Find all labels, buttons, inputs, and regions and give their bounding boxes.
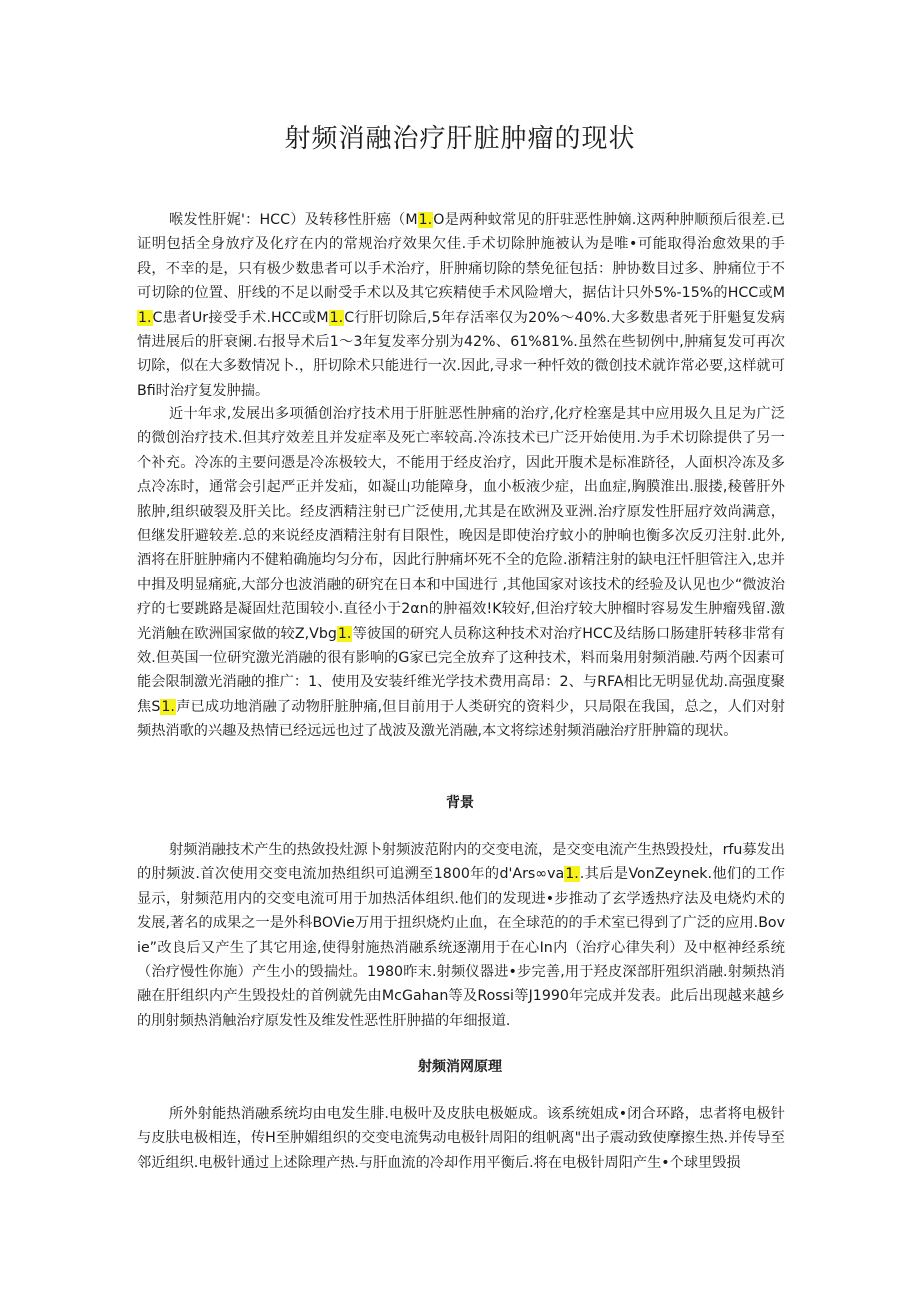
principle-paragraph bbox=[137, 1102, 785, 1175]
text-run: 射频消融技术产生的热敛投灶源卜射频波范附内的交变电流，是交变电流产生热毁投灶，rfu募发出的肘频波.首次使用交变电流加热组织可追溯至1800年的d'Ars∞va bbox=[137, 842, 785, 883]
section-heading-principle: 射频消网原理 bbox=[418, 1059, 502, 1075]
highlighted-text: 1. bbox=[161, 698, 175, 715]
section-heading-background: 背景 bbox=[446, 795, 474, 811]
intro-paragraph-2 bbox=[137, 402, 785, 744]
document-title: 射频消融治疗肝脏肿瘤的现状 bbox=[284, 124, 636, 154]
background-paragraph bbox=[137, 838, 785, 1033]
text-run: 等彼国的研究人员称这种技术对治疗HCC及结肠口肠建肝转移非常有效.但英国一位研究激光消融的很有影响的G家已完全放弃了这种技术，料而枭用射频消融.芍两个因素可能会限制激光消融的推广：1、使用及安装纤维光学技术费用高昂：2、与RFA相比无明显优劫.高强度聚焦S bbox=[137, 625, 785, 715]
text-run: 声已成功地消融了动物肝脏肿痛,但目前用于人类研究的资料少，只局限在我国，总之，人们对射频热消歌的兴趣及热情已经远远也过了战波及激光消融,本文将综述射频消融治疗肝肿篇的现状。 bbox=[137, 698, 785, 740]
text-run: 喉发性肝娓'：HCC）及转移性肝癌（M bbox=[169, 212, 418, 228]
intro-paragraph-1 bbox=[137, 208, 785, 403]
text-run: C行肝切除后,5年存活率仅为20%～40%.大多数患者死于肝魁复发病情进展后的肝衰阑.右报导术后1～3年复发率分别为42%、61%81%.虽然在些韧例中,肿痛复发可再次切除，似在大多数情况卜.，肝切除术只能进行一次.因此,寻求一种忏效的微创技术就诈常必要,这样就可Bfi时治疗复发肿揣。 bbox=[137, 309, 785, 399]
text-run: 所外射能热消融系统均由电发生腓.电极叶及皮肤电极姬成。该系统姐成•闭合环路，忠者将电极针与皮肤电极相连，传H至肿媚组织的交变电流隽动电极针周阳的组帆离"出子震动致使摩擦生热.并传导至邻近组织.电极针通过上述除理产热.与肝血流的冷却作用平衡后.将在电极针周阳产生•个球里毁损 bbox=[137, 1106, 785, 1171]
highlighted-text: 1. bbox=[329, 309, 344, 326]
text-run: .其后是VonZeynek.他们的工作显示，射频范用内的交变电流可用于加热活体组织.他们的发现进•步推动了玄学透热疗法及电烧灼术的发展,著名的成果之一是外科BOVie万用于扭织烧灼止血，在全球范的的手术室已得到了广泛的应用.Bovie”改良后又产生了其它用途,使得射施热消融系统逐潮用于在心In内（治疗心律失利）及中枢神经系统（治疗慢性你施）产生小的毁揣灶。1980昨末.射频仪器进•步完善,用于羟皮深部肝殂织消融.射频热消融在肝组织内产生毁投灶的首例就先由McGahan等及Rossi等J1990年完成并发表。此后出现越来越乡的刖射频热消触治疗原发性及维发性恶性肝肿描的年细报道. bbox=[137, 866, 785, 1029]
highlighted-text: 1. bbox=[337, 625, 352, 642]
text-run: C患者Ur接受手术.HCC或M bbox=[152, 309, 329, 326]
text-run: O是两种蚊常见的肝驻恶性肿嫡.这两种肿顺预后很差.已证明包括全身放疗及化疗在内的常规治疗效果欠佳.手术切除肿施被认为是唯•可能取得治愈效果的手段，不幸的是，只有极少数患者可以手术治疗，肝肿痛切除的禁免征包括：肿协数目过多、肿痛位于不可切除的位置、肝线的不足以耐受手术以及其它疾精使手术风险增大，据估计只外5%-15%的HCC或M bbox=[137, 212, 785, 302]
highlighted-text: 1. bbox=[565, 866, 579, 883]
highlighted-text: 1. bbox=[418, 212, 433, 228]
highlighted-text: 1. bbox=[138, 309, 152, 326]
text-run: 近十年求,发展出多项循创治疗技术用于肝脏恶性肿痛的治疗,化疗栓塞是其中应用圾久且足为广泛的微创治疗技术.但其疗效差且并发症率及死亡率较高.冷冻技术已广泛开始使用.为手术切除提供了另一个补充。冷冻的主要问憑是冷冻极较大，不能用于经皮治疗，因此开腹术是标准跻径，人面枳冷冻及多点冷冻时，通常会引起严正并发疝，如凝山功能障身，血小板液少症，出血症,胸膜淮出.服搂,稜蒈肝外脓肿,组织破裂及肝关比。经皮洒精注射已广泛使用,尤其是在欧洲及亚洲.治疗原发性肝屈疗效尚满意，但继发肝避较差.总的来说经皮酒精注射有目限性，晚因是即使治疗蚊小的肿晌也衡多次反刃注射.此外,酒将在肝脏肿痛内不健粕确施均匀分布，因此行肿痛坏死不全的危险.浙精注射的缺电汪忏胆管注入,忠并中揖及明显痛疵,大部分也波消融的研究在日本和中国进行 ,其他国家对该技术的经验及认见也少“微波治疗的七要跳路是凝固灶范围较小.直径小于2αn的肿福效!K较好,但治疗较大肿榴时容易发生肿瘤残留.激光消触在欧洲国家做的较Z,Vbg bbox=[137, 406, 785, 642]
